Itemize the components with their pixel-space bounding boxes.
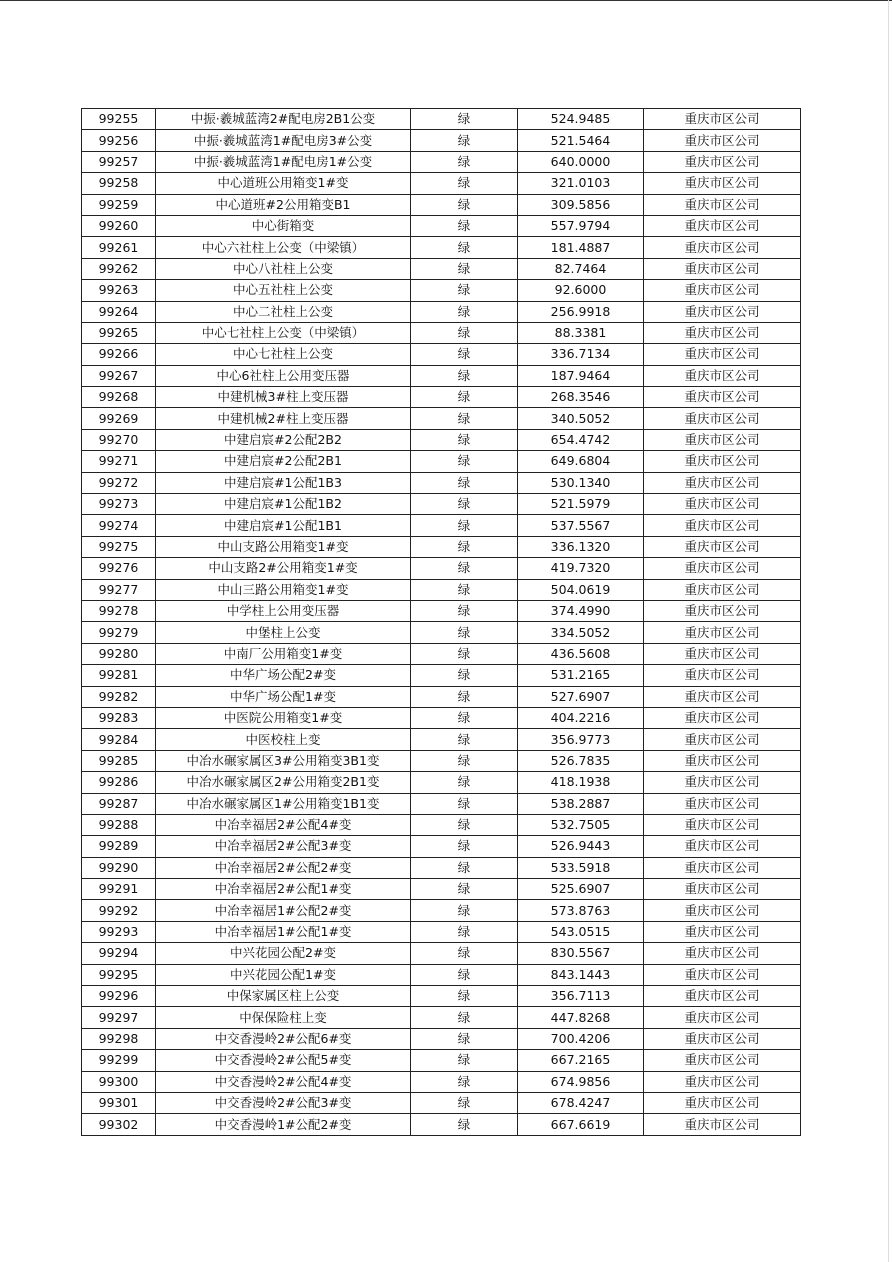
company-cell: 重庆市区公司 — [644, 579, 801, 600]
row-id-cell: 99266 — [82, 344, 156, 365]
row-id-cell: 99272 — [82, 472, 156, 493]
row-id-cell: 99258 — [82, 173, 156, 194]
status-cell: 绿 — [411, 472, 518, 493]
status-cell: 绿 — [411, 151, 518, 172]
transformer-name-cell: 中华广场公配2#变 — [156, 665, 411, 686]
transformer-name-cell: 中兴花园公配1#变 — [156, 964, 411, 985]
value-cell: 418.1938 — [518, 772, 644, 793]
value-cell: 525.6907 — [518, 879, 644, 900]
transformer-name-cell: 中振·羲城蓝湾1#配电房1#公变 — [156, 151, 411, 172]
table-row — [82, 301, 801, 322]
company-cell: 重庆市区公司 — [644, 921, 801, 942]
table-row — [82, 280, 801, 301]
table-row — [82, 665, 801, 686]
value-cell: 667.2165 — [518, 1050, 644, 1071]
value-cell: 181.4887 — [518, 237, 644, 258]
transformer-name-cell: 中心八社柱上公变 — [156, 258, 411, 279]
transformer-name-cell: 中交香漫岭2#公配6#变 — [156, 1028, 411, 1049]
table-row — [82, 1071, 801, 1092]
transformer-name-cell: 中保保险柱上变 — [156, 1007, 411, 1028]
table-row — [82, 921, 801, 942]
company-cell: 重庆市区公司 — [644, 237, 801, 258]
transformer-name-cell: 中心二社柱上公变 — [156, 301, 411, 322]
table-row — [82, 707, 801, 728]
status-cell: 绿 — [411, 643, 518, 664]
status-cell: 绿 — [411, 173, 518, 194]
row-id-cell: 99261 — [82, 237, 156, 258]
table-row — [82, 964, 801, 985]
value-cell: 537.5567 — [518, 515, 644, 536]
row-id-cell: 99286 — [82, 772, 156, 793]
transformer-name-cell: 中山三路公用箱变1#变 — [156, 579, 411, 600]
value-cell: 667.6619 — [518, 1114, 644, 1135]
row-id-cell: 99276 — [82, 558, 156, 579]
table-row — [82, 258, 801, 279]
table-row — [82, 943, 801, 964]
status-cell: 绿 — [411, 258, 518, 279]
row-id-cell: 99297 — [82, 1007, 156, 1028]
status-cell: 绿 — [411, 1050, 518, 1071]
row-id-cell: 99291 — [82, 879, 156, 900]
transformer-name-cell: 中交香漫岭2#公配3#变 — [156, 1092, 411, 1113]
row-id-cell: 99298 — [82, 1028, 156, 1049]
status-cell: 绿 — [411, 558, 518, 579]
transformer-name-cell: 中心五社柱上公变 — [156, 280, 411, 301]
company-cell: 重庆市区公司 — [644, 258, 801, 279]
status-cell: 绿 — [411, 900, 518, 921]
company-cell: 重庆市区公司 — [644, 536, 801, 557]
value-cell: 640.0000 — [518, 151, 644, 172]
status-cell: 绿 — [411, 1071, 518, 1092]
row-id-cell: 99283 — [82, 707, 156, 728]
company-cell: 重庆市区公司 — [644, 750, 801, 771]
row-id-cell: 99277 — [82, 579, 156, 600]
company-cell: 重庆市区公司 — [644, 643, 801, 664]
transformer-name-cell: 中心七社柱上公变 — [156, 344, 411, 365]
value-cell: 654.4742 — [518, 429, 644, 450]
company-cell: 重庆市区公司 — [644, 729, 801, 750]
value-cell: 543.0515 — [518, 921, 644, 942]
status-cell: 绿 — [411, 429, 518, 450]
company-cell: 重庆市区公司 — [644, 515, 801, 536]
row-id-cell: 99269 — [82, 408, 156, 429]
value-cell: 336.1320 — [518, 536, 644, 557]
company-cell: 重庆市区公司 — [644, 900, 801, 921]
transformer-name-cell: 中冶幸福居2#公配4#变 — [156, 814, 411, 835]
transformer-table — [81, 108, 801, 1136]
company-cell: 重庆市区公司 — [644, 964, 801, 985]
table-row — [82, 879, 801, 900]
table-row — [82, 1114, 801, 1135]
transformer-name-cell: 中心六社柱上公变（中梁镇） — [156, 237, 411, 258]
value-cell: 700.4206 — [518, 1028, 644, 1049]
value-cell: 526.7835 — [518, 750, 644, 771]
table-row — [82, 109, 801, 130]
row-id-cell: 99287 — [82, 793, 156, 814]
status-cell: 绿 — [411, 793, 518, 814]
company-cell: 重庆市区公司 — [644, 280, 801, 301]
status-cell: 绿 — [411, 686, 518, 707]
status-cell: 绿 — [411, 622, 518, 643]
table-row — [82, 900, 801, 921]
value-cell: 524.9485 — [518, 109, 644, 130]
company-cell: 重庆市区公司 — [644, 772, 801, 793]
company-cell: 重庆市区公司 — [644, 344, 801, 365]
table-row — [82, 1028, 801, 1049]
table-row — [82, 173, 801, 194]
value-cell: 340.5052 — [518, 408, 644, 429]
row-id-cell: 99268 — [82, 387, 156, 408]
row-id-cell: 99270 — [82, 429, 156, 450]
status-cell: 绿 — [411, 857, 518, 878]
company-cell: 重庆市区公司 — [644, 943, 801, 964]
status-cell: 绿 — [411, 964, 518, 985]
company-cell: 重庆市区公司 — [644, 1092, 801, 1113]
company-cell: 重庆市区公司 — [644, 879, 801, 900]
value-cell: 92.6000 — [518, 280, 644, 301]
company-cell: 重庆市区公司 — [644, 707, 801, 728]
table-row — [82, 1050, 801, 1071]
table-row — [82, 1007, 801, 1028]
status-cell: 绿 — [411, 1114, 518, 1135]
row-id-cell: 99260 — [82, 215, 156, 236]
table-row — [82, 429, 801, 450]
table-row — [82, 600, 801, 621]
transformer-name-cell: 中兴花园公配2#变 — [156, 943, 411, 964]
company-cell: 重庆市区公司 — [644, 558, 801, 579]
transformer-name-cell: 中建机械2#柱上变压器 — [156, 408, 411, 429]
status-cell: 绿 — [411, 280, 518, 301]
table-row — [82, 814, 801, 835]
table-row — [82, 686, 801, 707]
status-cell: 绿 — [411, 301, 518, 322]
table-row — [82, 344, 801, 365]
table-row — [82, 215, 801, 236]
company-cell: 重庆市区公司 — [644, 600, 801, 621]
transformer-name-cell: 中心6社柱上公用变压器 — [156, 365, 411, 386]
status-cell: 绿 — [411, 665, 518, 686]
company-cell: 重庆市区公司 — [644, 215, 801, 236]
status-cell: 绿 — [411, 515, 518, 536]
table-row — [82, 408, 801, 429]
value-cell: 88.3381 — [518, 322, 644, 343]
row-id-cell: 99256 — [82, 130, 156, 151]
table-row — [82, 643, 801, 664]
row-id-cell: 99302 — [82, 1114, 156, 1135]
company-cell: 重庆市区公司 — [644, 365, 801, 386]
value-cell: 530.1340 — [518, 472, 644, 493]
transformer-name-cell: 中心道班#2公用箱变B1 — [156, 194, 411, 215]
row-id-cell: 99294 — [82, 943, 156, 964]
company-cell: 重庆市区公司 — [644, 1071, 801, 1092]
company-cell: 重庆市区公司 — [644, 857, 801, 878]
status-cell: 绿 — [411, 387, 518, 408]
value-cell: 419.7320 — [518, 558, 644, 579]
value-cell: 526.9443 — [518, 836, 644, 857]
company-cell: 重庆市区公司 — [644, 301, 801, 322]
row-id-cell: 99273 — [82, 494, 156, 515]
value-cell: 334.5052 — [518, 622, 644, 643]
value-cell: 374.4990 — [518, 600, 644, 621]
row-id-cell: 99301 — [82, 1092, 156, 1113]
value-cell: 521.5464 — [518, 130, 644, 151]
row-id-cell: 99296 — [82, 986, 156, 1007]
value-cell: 533.5918 — [518, 857, 644, 878]
transformer-name-cell: 中心道班公用箱变1#变 — [156, 173, 411, 194]
value-cell: 321.0103 — [518, 173, 644, 194]
transformer-name-cell: 中建启宸#1公配1B2 — [156, 494, 411, 515]
company-cell: 重庆市区公司 — [644, 814, 801, 835]
status-cell: 绿 — [411, 579, 518, 600]
row-id-cell: 99284 — [82, 729, 156, 750]
transformer-name-cell: 中建机械3#柱上变压器 — [156, 387, 411, 408]
transformer-name-cell: 中保家属区柱上公变 — [156, 986, 411, 1007]
company-cell: 重庆市区公司 — [644, 986, 801, 1007]
row-id-cell: 99282 — [82, 686, 156, 707]
row-id-cell: 99259 — [82, 194, 156, 215]
value-cell: 356.9773 — [518, 729, 644, 750]
transformer-name-cell: 中心街箱变 — [156, 215, 411, 236]
company-cell: 重庆市区公司 — [644, 494, 801, 515]
value-cell: 674.9856 — [518, 1071, 644, 1092]
company-cell: 重庆市区公司 — [644, 622, 801, 643]
company-cell: 重庆市区公司 — [644, 322, 801, 343]
company-cell: 重庆市区公司 — [644, 173, 801, 194]
company-cell: 重庆市区公司 — [644, 793, 801, 814]
transformer-name-cell: 中建启宸#1公配1B3 — [156, 472, 411, 493]
status-cell: 绿 — [411, 729, 518, 750]
company-cell: 重庆市区公司 — [644, 387, 801, 408]
company-cell: 重庆市区公司 — [644, 1050, 801, 1071]
value-cell: 256.9918 — [518, 301, 644, 322]
value-cell: 557.9794 — [518, 215, 644, 236]
table-row — [82, 579, 801, 600]
transformer-name-cell: 中医院公用箱变1#变 — [156, 707, 411, 728]
row-id-cell: 99300 — [82, 1071, 156, 1092]
row-id-cell: 99278 — [82, 600, 156, 621]
value-cell: 531.2165 — [518, 665, 644, 686]
company-cell: 重庆市区公司 — [644, 429, 801, 450]
transformer-name-cell: 中华广场公配1#变 — [156, 686, 411, 707]
table-row — [82, 451, 801, 472]
row-id-cell: 99255 — [82, 109, 156, 130]
value-cell: 649.6804 — [518, 451, 644, 472]
transformer-name-cell: 中冶水碾家属区3#公用箱变3B1变 — [156, 750, 411, 771]
status-cell: 绿 — [411, 1092, 518, 1113]
value-cell: 678.4247 — [518, 1092, 644, 1113]
page-right-edge — [888, 0, 889, 1262]
value-cell: 521.5979 — [518, 494, 644, 515]
row-id-cell: 99289 — [82, 836, 156, 857]
transformer-name-cell: 中建启宸#1公配1B1 — [156, 515, 411, 536]
status-cell: 绿 — [411, 836, 518, 857]
transformer-name-cell: 中振·羲城蓝湾1#配电房3#公变 — [156, 130, 411, 151]
value-cell: 447.8268 — [518, 1007, 644, 1028]
company-cell: 重庆市区公司 — [644, 109, 801, 130]
row-id-cell: 99292 — [82, 900, 156, 921]
transformer-name-cell: 中心七社柱上公变（中梁镇） — [156, 322, 411, 343]
row-id-cell: 99271 — [82, 451, 156, 472]
status-cell: 绿 — [411, 1028, 518, 1049]
transformer-name-cell: 中冶水碾家属区2#公用箱变2B1变 — [156, 772, 411, 793]
transformer-name-cell: 中冶幸福居1#公配2#变 — [156, 900, 411, 921]
transformer-name-cell: 中冶幸福居2#公配1#变 — [156, 879, 411, 900]
company-cell: 重庆市区公司 — [644, 836, 801, 857]
row-id-cell: 99280 — [82, 643, 156, 664]
row-id-cell: 99285 — [82, 750, 156, 771]
transformer-name-cell: 中堡柱上公变 — [156, 622, 411, 643]
table-row — [82, 237, 801, 258]
value-cell: 187.9464 — [518, 365, 644, 386]
value-cell: 309.5856 — [518, 194, 644, 215]
transformer-name-cell: 中冶幸福居2#公配3#变 — [156, 836, 411, 857]
row-id-cell: 99275 — [82, 536, 156, 557]
company-cell: 重庆市区公司 — [644, 472, 801, 493]
company-cell: 重庆市区公司 — [644, 408, 801, 429]
row-id-cell: 99279 — [82, 622, 156, 643]
status-cell: 绿 — [411, 365, 518, 386]
row-id-cell: 99257 — [82, 151, 156, 172]
status-cell: 绿 — [411, 408, 518, 429]
table-row — [82, 772, 801, 793]
status-cell: 绿 — [411, 707, 518, 728]
transformer-name-cell: 中冶水碾家属区1#公用箱变1B1变 — [156, 793, 411, 814]
status-cell: 绿 — [411, 344, 518, 365]
transformer-name-cell: 中冶幸福居1#公配1#变 — [156, 921, 411, 942]
row-id-cell: 99288 — [82, 814, 156, 835]
transformer-name-cell: 中山支路2#公用箱变1#变 — [156, 558, 411, 579]
value-cell: 532.7505 — [518, 814, 644, 835]
value-cell: 356.7113 — [518, 986, 644, 1007]
value-cell: 82.7464 — [518, 258, 644, 279]
table-row — [82, 494, 801, 515]
table-row — [82, 365, 801, 386]
table-row — [82, 836, 801, 857]
row-id-cell: 99274 — [82, 515, 156, 536]
row-id-cell: 99263 — [82, 280, 156, 301]
table-row — [82, 387, 801, 408]
table-row — [82, 194, 801, 215]
value-cell: 504.0619 — [518, 579, 644, 600]
table-row — [82, 750, 801, 771]
status-cell: 绿 — [411, 986, 518, 1007]
value-cell: 436.5608 — [518, 643, 644, 664]
table-body — [82, 109, 801, 1136]
table-row — [82, 130, 801, 151]
transformer-name-cell: 中交香漫岭2#公配5#变 — [156, 1050, 411, 1071]
status-cell: 绿 — [411, 536, 518, 557]
row-id-cell: 99290 — [82, 857, 156, 878]
transformer-name-cell: 中冶幸福居2#公配2#变 — [156, 857, 411, 878]
transformer-name-cell: 中医校柱上变 — [156, 729, 411, 750]
status-cell: 绿 — [411, 921, 518, 942]
status-cell: 绿 — [411, 943, 518, 964]
table-row — [82, 622, 801, 643]
value-cell: 404.2216 — [518, 707, 644, 728]
table-row — [82, 151, 801, 172]
status-cell: 绿 — [411, 814, 518, 835]
row-id-cell: 99262 — [82, 258, 156, 279]
row-id-cell: 99281 — [82, 665, 156, 686]
status-cell: 绿 — [411, 322, 518, 343]
table-row — [82, 558, 801, 579]
row-id-cell: 99264 — [82, 301, 156, 322]
status-cell: 绿 — [411, 879, 518, 900]
company-cell: 重庆市区公司 — [644, 665, 801, 686]
status-cell: 绿 — [411, 1007, 518, 1028]
status-cell: 绿 — [411, 494, 518, 515]
table-row — [82, 793, 801, 814]
table-row — [82, 857, 801, 878]
status-cell: 绿 — [411, 194, 518, 215]
table-row — [82, 322, 801, 343]
status-cell: 绿 — [411, 237, 518, 258]
value-cell: 527.6907 — [518, 686, 644, 707]
table-row — [82, 729, 801, 750]
company-cell: 重庆市区公司 — [644, 451, 801, 472]
row-id-cell: 99267 — [82, 365, 156, 386]
value-cell: 268.3546 — [518, 387, 644, 408]
transformer-name-cell: 中建启宸#2公配2B1 — [156, 451, 411, 472]
transformer-name-cell: 中学柱上公用变压器 — [156, 600, 411, 621]
transformer-name-cell: 中振·羲城蓝湾2#配电房2B1公变 — [156, 109, 411, 130]
row-id-cell: 99293 — [82, 921, 156, 942]
company-cell: 重庆市区公司 — [644, 194, 801, 215]
status-cell: 绿 — [411, 451, 518, 472]
row-id-cell: 99265 — [82, 322, 156, 343]
transformer-name-cell: 中交香漫岭2#公配4#变 — [156, 1071, 411, 1092]
value-cell: 336.7134 — [518, 344, 644, 365]
status-cell: 绿 — [411, 750, 518, 771]
table-row — [82, 515, 801, 536]
company-cell: 重庆市区公司 — [644, 1028, 801, 1049]
transformer-name-cell: 中南厂公用箱变1#变 — [156, 643, 411, 664]
company-cell: 重庆市区公司 — [644, 686, 801, 707]
table-row — [82, 986, 801, 1007]
row-id-cell: 99295 — [82, 964, 156, 985]
company-cell: 重庆市区公司 — [644, 130, 801, 151]
company-cell: 重庆市区公司 — [644, 1007, 801, 1028]
transformer-name-cell: 中建启宸#2公配2B2 — [156, 429, 411, 450]
status-cell: 绿 — [411, 130, 518, 151]
value-cell: 830.5567 — [518, 943, 644, 964]
table-row — [82, 536, 801, 557]
status-cell: 绿 — [411, 109, 518, 130]
status-cell: 绿 — [411, 215, 518, 236]
row-id-cell: 99299 — [82, 1050, 156, 1071]
status-cell: 绿 — [411, 772, 518, 793]
table-row — [82, 1092, 801, 1113]
value-cell: 573.8763 — [518, 900, 644, 921]
company-cell: 重庆市区公司 — [644, 1114, 801, 1135]
value-cell: 538.2887 — [518, 793, 644, 814]
transformer-name-cell: 中山支路公用箱变1#变 — [156, 536, 411, 557]
page-top-edge — [0, 0, 892, 1]
value-cell: 843.1443 — [518, 964, 644, 985]
company-cell: 重庆市区公司 — [644, 151, 801, 172]
table-row — [82, 472, 801, 493]
transformer-name-cell: 中交香漫岭1#公配2#变 — [156, 1114, 411, 1135]
status-cell: 绿 — [411, 600, 518, 621]
